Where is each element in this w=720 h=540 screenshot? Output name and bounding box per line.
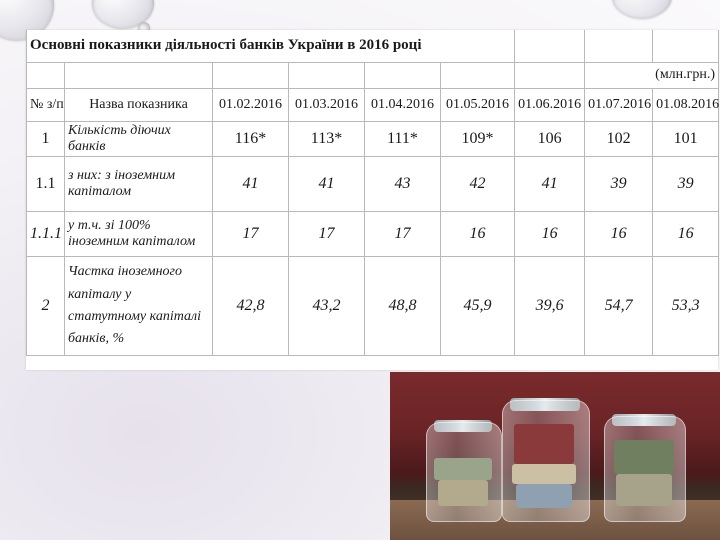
table-cell: 42 — [441, 157, 515, 212]
table-cell: 116* — [213, 122, 289, 157]
table-cell: 41 — [213, 157, 289, 212]
banknote — [516, 484, 572, 508]
table-row — [27, 157, 719, 212]
row-number: 2 — [27, 257, 65, 356]
table-cell: 42,8 — [213, 257, 289, 356]
table-cell: 43,2 — [289, 257, 365, 356]
table-cell: 39 — [585, 157, 653, 212]
table-row — [27, 122, 719, 157]
row-number: 1.1.1 — [27, 212, 65, 257]
table-cell: 109* — [441, 122, 515, 157]
row-number: 1 — [27, 122, 65, 157]
column-header: 01.04.2016 — [365, 89, 441, 122]
table-cell: 101 — [653, 122, 719, 157]
column-header: 01.03.2016 — [289, 89, 365, 122]
table-cell: 17 — [289, 212, 365, 257]
column-header: 01.08.2016 — [653, 89, 719, 122]
banknote — [614, 440, 674, 474]
indicator-name: з них: з іноземним капіталом — [65, 157, 213, 212]
table-cell: 16 — [653, 212, 719, 257]
table-cell: 17 — [213, 212, 289, 257]
row-number: 1.1 — [27, 157, 65, 212]
column-header: 01.05.2016 — [441, 89, 515, 122]
table-cell: 102 — [585, 122, 653, 157]
table-cell: 53,3 — [653, 257, 719, 356]
table-row — [27, 257, 719, 356]
column-header: 01.02.2016 — [213, 89, 289, 122]
table-cell: 48,8 — [365, 257, 441, 356]
money-jars-photo — [390, 372, 720, 540]
table-cell: 39 — [653, 157, 719, 212]
table-header-row — [27, 89, 719, 122]
page-title: Основні показники діяльності банків України в 2016 році — [27, 30, 515, 63]
banknote — [514, 424, 574, 464]
decorative-drop — [612, 0, 672, 18]
unit-label: (млн.грн.) — [585, 63, 719, 89]
table-cell: 111* — [365, 122, 441, 157]
column-header: 01.07.2016 — [585, 89, 653, 122]
banknote — [434, 458, 492, 480]
table-cell: 106 — [515, 122, 585, 157]
table-cell: 41 — [515, 157, 585, 212]
indicator-name: Кількість діючих банків — [65, 122, 213, 157]
data-table-sheet — [26, 30, 718, 370]
column-header: № з/п — [27, 89, 65, 122]
bank-indicators-table — [26, 30, 719, 356]
indicator-name: у т.ч. зі 100% іноземним капіталом — [65, 212, 213, 257]
table-cell: 16 — [441, 212, 515, 257]
table-cell: 16 — [515, 212, 585, 257]
column-header: Назва показника — [65, 89, 213, 122]
table-cell: 39,6 — [515, 257, 585, 356]
table-cell: 113* — [289, 122, 365, 157]
banknote — [512, 464, 576, 484]
column-header: 01.06.2016 — [515, 89, 585, 122]
table-row — [27, 212, 719, 257]
banknote — [616, 474, 672, 506]
table-cell: 17 — [365, 212, 441, 257]
banknote — [438, 480, 488, 506]
table-cell: 54,7 — [585, 257, 653, 356]
table-cell: 41 — [289, 157, 365, 212]
table-cell: 16 — [585, 212, 653, 257]
table-cell: 45,9 — [441, 257, 515, 356]
table-cell: 43 — [365, 157, 441, 212]
indicator-name: Частка іноземного капіталу у статутному капіталі банків, % — [65, 257, 213, 356]
